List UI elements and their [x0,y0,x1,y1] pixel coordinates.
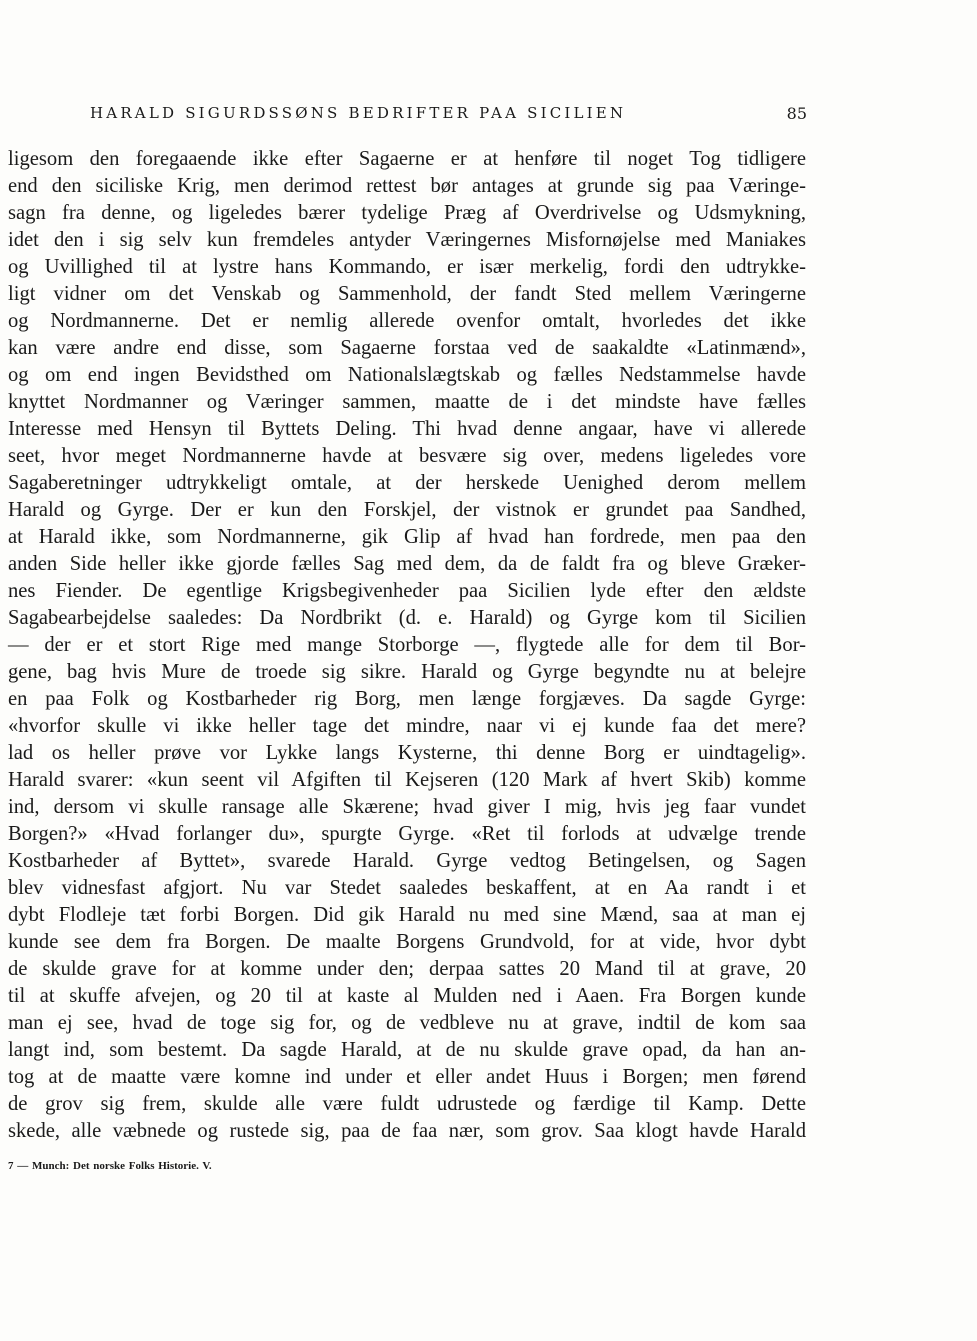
page-number: 85 [786,104,807,123]
text-line: Sagaberetninger udtrykkeligt omtale, at der herskede Uenighed derom mellem [8,472,806,494]
text-line: ligesom den foregaaende ikke efter Sagaerne er at henføre til noget Tog tidligere [8,148,806,170]
text-line: langt ind, som bestemt. Da sagde Harald, at de nu skulde grave opad, da han an- [8,1039,806,1061]
running-title: HARALD SIGURDSSØNS BEDRIFTER PAA SICILIEN [90,104,627,122]
text-line: nes Fiender. De egentlige Krigsbegivenheder paa Sicilien lyde efter den ældste [8,580,806,602]
text-line: dybt Flodleje tæt forbi Borgen. Did gik Harald nu med sine Mænd, saa at man ej [8,904,806,926]
text-line: til at skuffe afvejen, og 20 til at kaste al Mulden ned i Aaen. Fra Borgen kunde [8,985,806,1007]
text-line: lad os heller prøve vor Lykke langs Kysterne, thi denne Borg er uindtagelig». [8,742,806,764]
text-line: «hvorfor skulle vi ikke heller tage det mindre, naar vi ej kunde faa det mere? [8,715,806,737]
text-line: og om end ingen Bevidsthed om Nationalslægtskab og fælles Nedstammelse havde [8,364,806,386]
text-line: anden Side heller ikke gjorde fælles Sag med dem, da de faldt fra og bleve Græker- [8,553,806,575]
text-line: blev vidnesfast afgjort. Nu var Stedet saaledes beskaffent, at en Aa randt i et [8,877,806,899]
text-line: ligt vidner om det Venskab og Sammenhold, der fandt Sted mellem Væringerne [8,283,806,305]
text-line: kunde see dem fra Borgen. De maalte Borgens Grundvold, for at vide, hvor dybt [8,931,806,953]
text-line: en paa Folk og Kostbarheder rig Borg, men længe forgjæves. Da sagde Gyrge: [8,688,806,710]
text-line: end den siciliske Krig, men derimod rettest bør antages at grunde sig paa Væringe- [8,175,806,197]
text-line: man ej see, hvad de toge sig for, og de vedbleve nu at grave, indtil de kom saa [8,1012,806,1034]
text-line: Harald og Gyrge. Der er kun den Forskjel, der vistnok er grundet paa Sandhed, [8,499,806,521]
text-line: gene, bag hvis Mure de troede sig sikre. Harald og Gyrge begyndte nu at belejre [8,661,806,683]
text-line: de grov sig frem, skulde alle være fuldt udrustede og færdige til Kamp. Dette [8,1093,806,1115]
text-line: Interesse med Hensyn til Byttets Deling. Thi hvad denne angaar, have vi allerede [8,418,806,440]
text-line: idet den i sig selv kun fremdeles antyder Væringernes Misfornøjelse med Maniakes [8,229,806,251]
text-line: og Nordmannerne. Det er nemlig allerede ovenfor omtalt, hvorledes det ikke [8,310,806,332]
body-text [8,146,806,1145]
text-line: Harald svarer: «kun seent vil Afgiften til Kejseren (120 Mark af hvert Skib) komme [8,769,806,791]
text-line: tog at de maatte være komne ind under et eller andet Huus i Borgen; men førend [8,1066,806,1088]
printer-signature: 7 — Munch: Det norske Folks Historie. V. [8,1160,212,1172]
text-line: knyttet Nordmanner og Væringer sammen, maatte de i det mindste have fælles [8,391,806,413]
text-line: — der er et stort Rige med mange Storborge —, flygtede alle for dem til Bor- [8,634,806,656]
text-line: sagn fra denne, og ligeledes bærer tydelige Præg af Overdrivelse og Udsmykning, [8,202,806,224]
text-line: og Uvillighed til at lystre hans Kommando, er især merkelig, fordi den udtrykke- [8,256,806,278]
text-line: kan være andre end disse, som Sagaerne forstaa ved de saakaldte «Latinmænd», [8,337,806,359]
text-line: Sagabearbejdelse saaledes: Da Nordbrikt (d. e. Harald) og Gyrge kom til Sicilien [8,607,806,629]
running-head [90,104,807,126]
text-line: seet, hvor meget Nordmannerne havde at besvære sig over, medens ligeledes vore [8,445,806,467]
text-line: ind, dersom vi skulle ransage alle Skærene; hvad giver I mig, hvis jeg faar vundet [8,796,806,818]
text-line: at Harald ikke, som Nordmannerne, gik Glip af hvad han fordrede, men paa den [8,526,806,548]
text-line: de skulde grave for at komme under den; derpaa sattes 20 Mand til at grave, 20 [8,958,806,980]
text-line: Borgen?» «Hvad forlanger du», spurgte Gyrge. «Ret til forlods at udvælge trende [8,823,806,845]
text-line: skede, alle væbnede og rustede sig, paa de faa nær, som grov. Saa klogt havde Harald [8,1120,806,1142]
text-line: Kostbarheder af Byttet», svarede Harald. Gyrge vedtog Betingelsen, og Sagen [8,850,806,872]
